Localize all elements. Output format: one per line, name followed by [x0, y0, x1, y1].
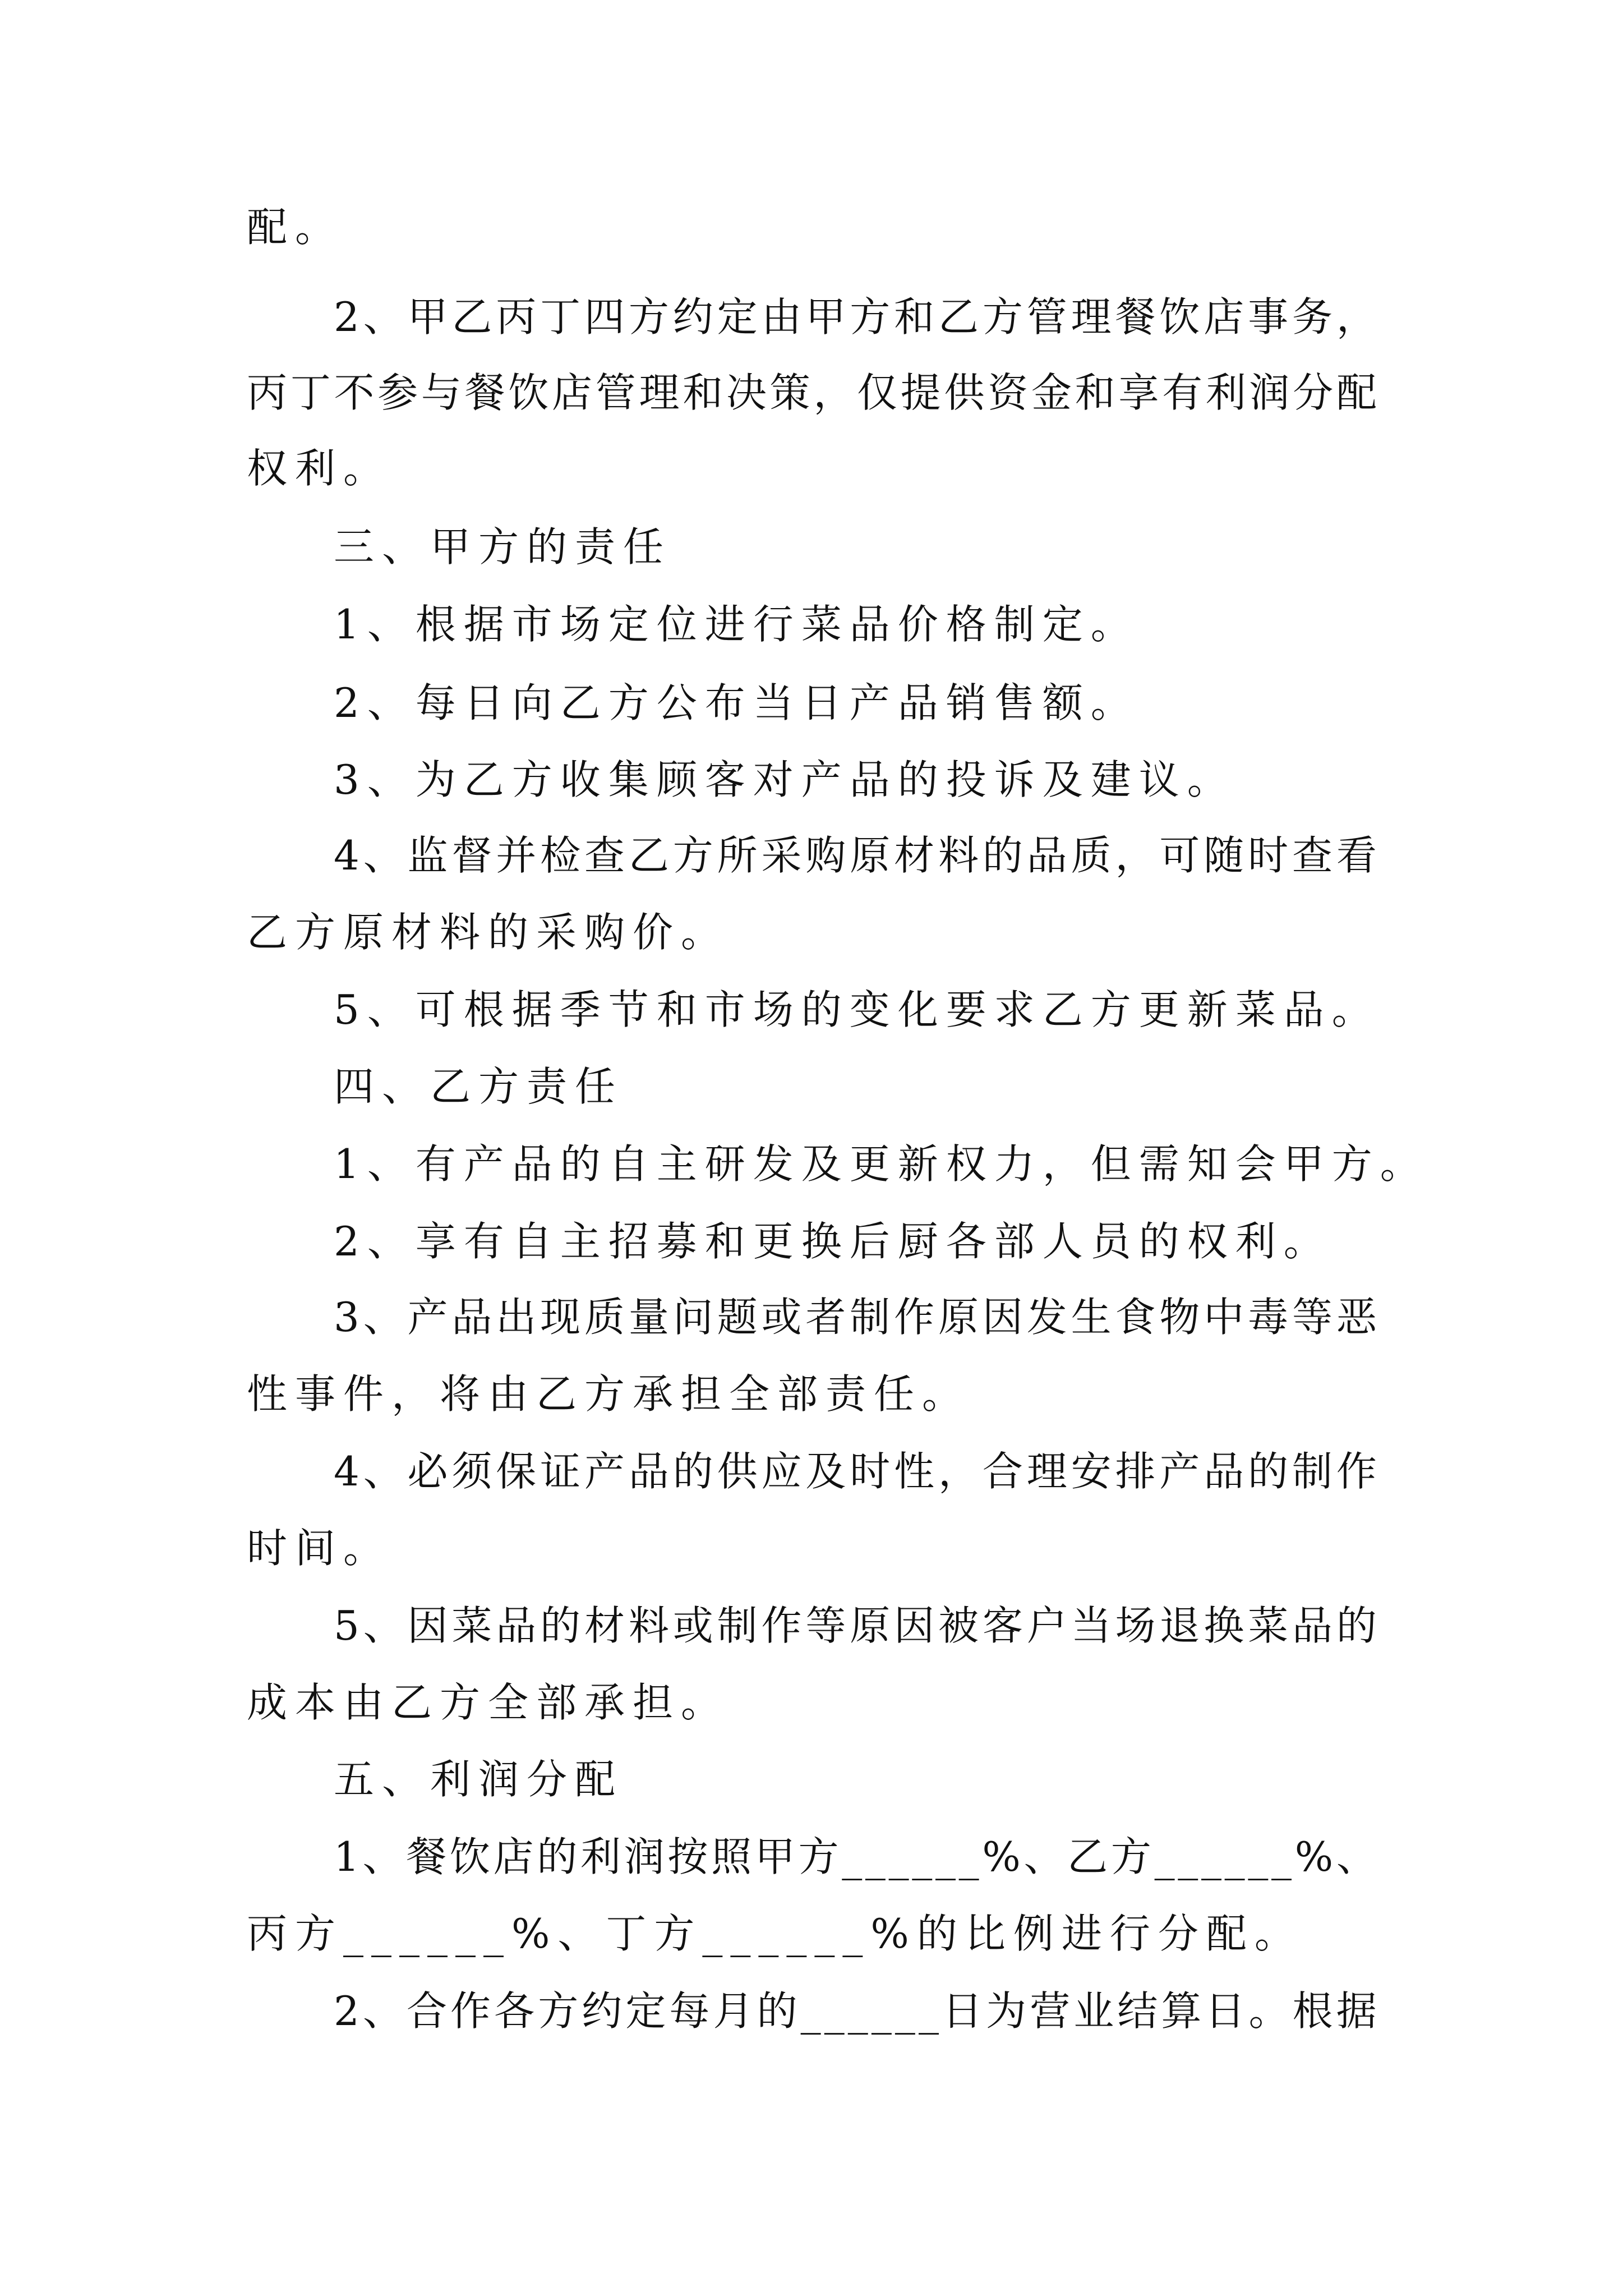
text-line: 丙 丁 不 参 与 餐 饮 店 管 理 和 决 策 ， 仅 提 供 资 金 和 享 有 利 润 分 配	[247, 369, 1377, 416]
text-line: 2 、 甲 乙 丙 丁 四 方 约 定 由 甲 方 和 乙 方 管 理 餐 饮 店 事 务 ，	[334, 293, 1377, 341]
text-line: 2、享有自主招募和更换后厨各部人员的权利。	[334, 1218, 1332, 1265]
text-line: 4 、 必 须 保 证 产 品 的 供 应 及 时 性 ， 合 理 安 排 产 品 的 制 作	[334, 1448, 1377, 1495]
text-line: 2 、 合 作 各 方 约 定 每 月 的 _ _ _ _ _ _ 日 为 营 业 结 算 日 。 根 据	[334, 1987, 1377, 2035]
text-line: 5 、 因 菜 品 的 材 料 或 制 作 等 原 因 被 客 户 当 场 退 换 菜 品 的	[334, 1602, 1377, 1649]
section-heading: 四、乙方责任	[334, 1063, 624, 1110]
text-line: 配。	[247, 204, 344, 251]
text-line: 乙方原材料的采购价。	[247, 909, 730, 956]
text-line: 4 、 监 督 并 检 查 乙 方 所 采 购 原 材 料 的 品 质 ， 可 随 时 查 看	[334, 832, 1377, 879]
text-line: 3、为乙方收集顾客对产品的投诉及建议。	[334, 756, 1235, 803]
text-line: 2、每日向乙方公布当日产品销售额。	[334, 679, 1139, 726]
section-heading: 三、甲方的责任	[334, 523, 672, 570]
text-line: 权利。	[247, 445, 392, 492]
text-line: 5、可根据季节和市场的变化要求乙方更新菜品。	[334, 986, 1380, 1033]
section-heading: 五、利润分配	[334, 1756, 624, 1803]
text-line: 时间。	[247, 1525, 392, 1572]
text-line: 丙方______%、丁方______%的比例进行分配。	[247, 1910, 1303, 1957]
text-line: 1、根据市场定位进行菜品价格制定。	[334, 601, 1139, 648]
text-line: 1、有产品的自主研发及更新权力，但需知会甲方。	[334, 1140, 1428, 1188]
text-line: 成本由乙方全部承担。	[247, 1679, 730, 1726]
text-line: 性事件，将由乙方承担全部责任。	[247, 1370, 971, 1418]
text-line: 3 、 产 品 出 现 质 量 问 题 或 者 制 作 原 因 发 生 食 物 中 毒 等 恶	[334, 1294, 1377, 1341]
text-line: 1 、 餐 饮 店 的 利 润 按 照 甲 方 _ _ _ _ _ _ % 、 乙 方 _ _ _ _ _ _ % 、	[334, 1833, 1377, 1880]
